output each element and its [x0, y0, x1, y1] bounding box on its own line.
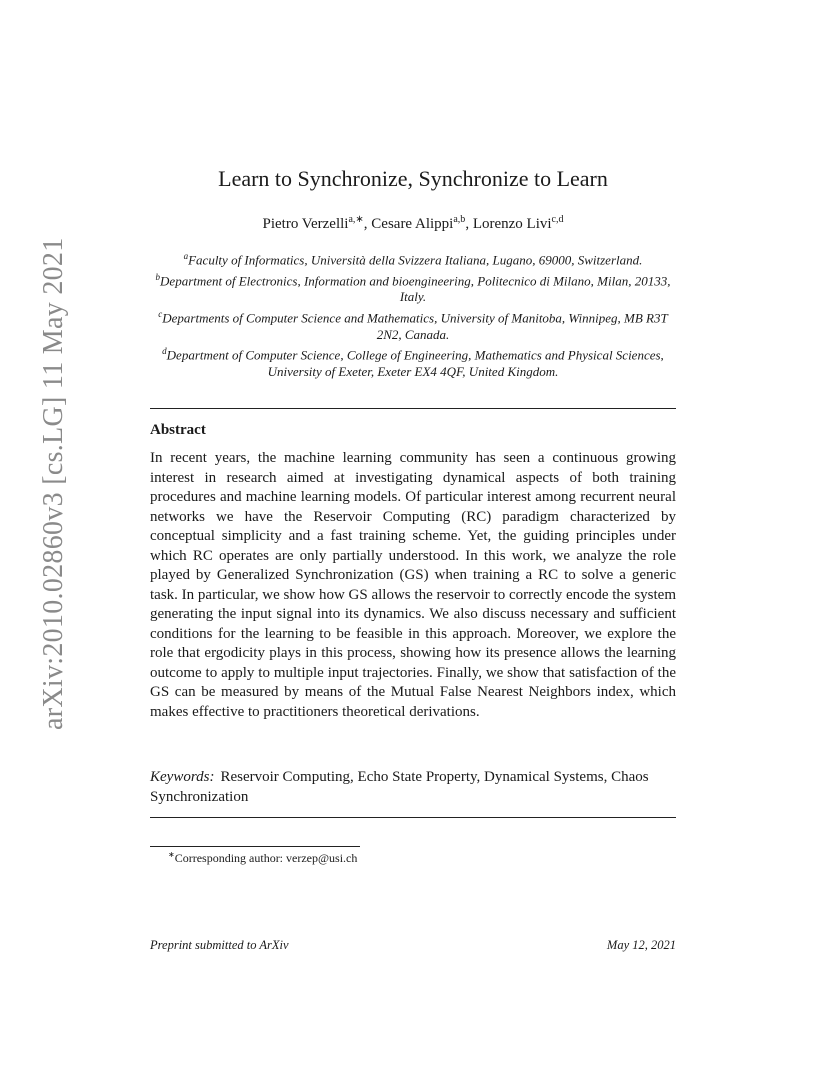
keywords-label: Keywords: [150, 769, 215, 785]
abstract-top-rule [150, 408, 676, 409]
footnote-text: Corresponding author: verzep@usi.ch [174, 851, 358, 865]
author-affiliation-mark: c,d [551, 214, 564, 225]
preprint-date: May 12, 2021 [606, 938, 676, 952]
author-name: Pietro Verzelli [262, 216, 349, 232]
author-name: Lorenzo Livi [472, 216, 552, 232]
keywords [150, 767, 676, 807]
arxiv-identifier: arXiv:2010.02860v3 [cs.LG] 11 May 2021 [38, 237, 69, 730]
abstract-bottom-rule [150, 817, 676, 818]
affiliation: $^b$Department of Electronics, Information and bioengineering, Politecnico di Milano, Milan, 20133, Italy. [155, 271, 671, 305]
keywords-text: Reservoir Computing, Echo State Property, Dynamical Systems, Chaos Synchronization [150, 769, 649, 805]
author-list: Pietro Verzelli$^{a,∗}$, Cesare Alippi$^{a,b}$, Lorenzo Livi$^{c,d}$ [262, 214, 564, 232]
footnote [168, 850, 357, 866]
affiliations [150, 248, 676, 380]
affiliation: $^c$Departments of Computer Science and Mathematics, University of Manitoba, Winnipeg, MB R3T 2N2, Canada. [158, 308, 668, 342]
affiliation: $^a$Faculty of Informatics, Università della Svizzera Italiana, Lugano, 69000, Switzerland. [183, 251, 643, 268]
footnote-rule [150, 846, 360, 847]
abstract-body: In recent years, the machine learning community has seen a continuous growing interest in research aimed at investigating dynamical aspects of both training procedures and machine learning models. Of particular interest among recurrent neural networks we have the Reservoir Computing (RC) paradigm characterized by conceptual simplicity and a fast training scheme. Yet, the guiding principles under which RC operates are only partially understood. In this work, we analyze the role played by Generalized Synchronization (GS) when training a RC to solve a generic task. In particular, we show how GS allows the reservoir to correctly encode the system generating the input signal into its dynamics. We also discuss necessary and sufficient conditions for the learning to be feasible in this approach. Moreover, we explore the role that ergodicity plays in this process, showing how its presence allows the learning outcome to apply to multiple input trajectories. Finally, we show that satisfaction of the GS can be measured by means of the Mutual False Nearest Neighbors index, which makes effective to practitioners theoretical derivations. [150, 450, 676, 720]
footnote-mark: ∗ [168, 850, 175, 859]
paper-title: Learn to Synchronize, Synchronize to Learn [218, 166, 608, 191]
author-affiliation-mark: a,b [453, 214, 466, 225]
preprint-notice: Preprint submitted to ArXiv [150, 938, 289, 952]
abstract-heading: Abstract [150, 422, 206, 438]
author-affiliation-mark: a,∗ [348, 214, 364, 225]
author-name: Cesare Alippi [371, 216, 454, 232]
affiliation: $^d$Department of Computer Science, College of Engineering, Mathematics and Physical Sciences, University of Exeter, Exeter EX4 4QF, United Kingdom. [162, 346, 664, 379]
